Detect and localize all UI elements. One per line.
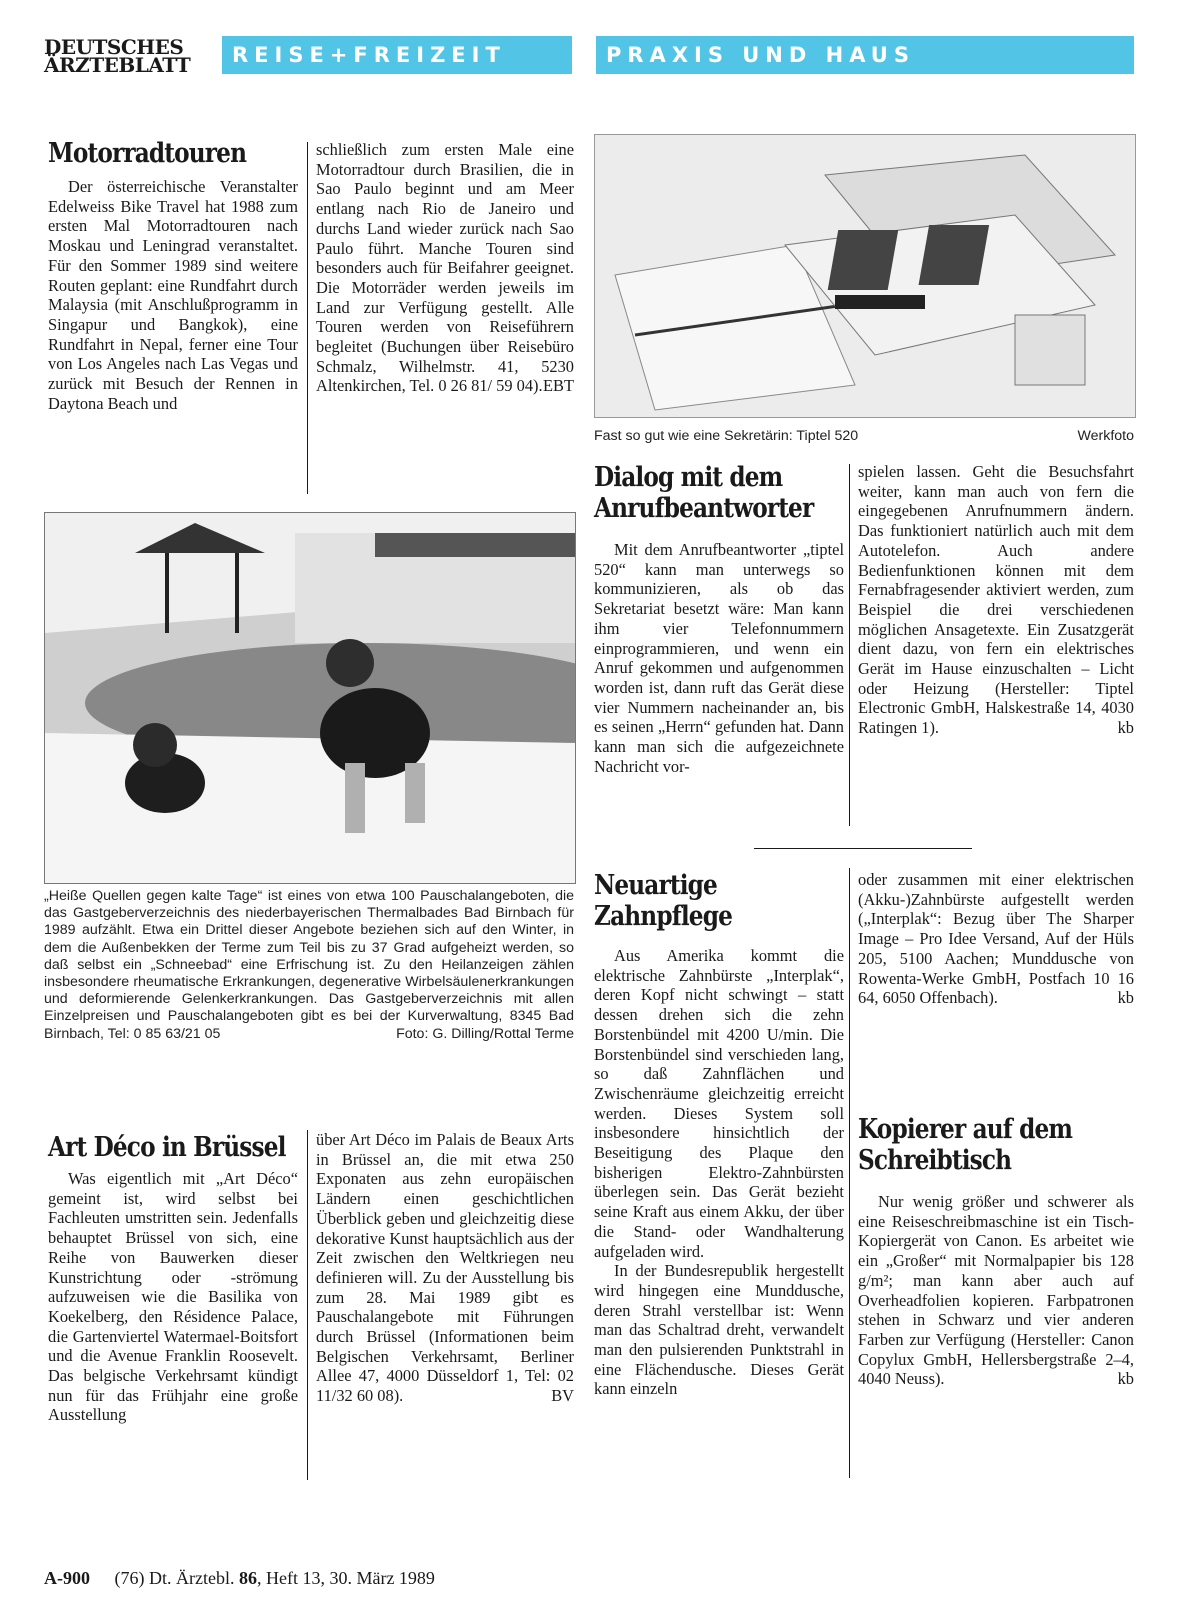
artdeco-col2: [316, 1130, 574, 1406]
footer-volume: 86: [238, 1568, 257, 1588]
zahnpflege-col2: [858, 870, 1134, 1008]
column-rule: [307, 1130, 308, 1480]
zahnpflege-sign: kb: [1117, 988, 1134, 1008]
footer-citation-pre: (76) Dt. Ärztebl.: [114, 1568, 235, 1588]
column-rule: [849, 868, 850, 1478]
motorrad-col1-text: Der österreichische Veranstalter Edelweiss Bike Travel hat 1988 zum ersten Mal Motorradtouren nach Moskau und Leningrad veranstaltet. Für den Sommer 1989 sind weitere Routen geplant: eine Rundfahrt durch Malaysia (mit Anschlußprogramm in Singapur und Bangkok), eine Rundfahrt in Nepal, ferner eine Tour von Los Angeles nach Las Vegas und zurück mit Besuch der Rennen in Daytona Beach und: [48, 177, 298, 413]
section-band-left: REISE+FREIZEIT: [222, 36, 572, 74]
headline-kopierer-line2: Schreibtisch: [858, 1145, 1012, 1176]
motorrad-col1: [48, 177, 298, 413]
headline-dialog-line1: Dialog mit dem: [594, 462, 783, 493]
caption-thermal-pool-text: „Heiße Quellen gegen kalte Tage“ ist eines von etwa 100 Pauschalangeboten, die das Gastgeberverzeichnis des niederbayerischen Thermalbades Bad Birnbach für 1989 aufzählt. Etwa ein Drittel dieser Angebote beziehen sich auf den Winter, in dem die Außenbekken der Terme zum Teil bis zu 37 Grad aufgeheizt werden, so daß selbst ein „Schneebad“ eine Erfrischung ist. Zu den Heilanzeigen zählen insbesondere rheumatische Erkrankungen, degenerative Wirbelsäulenerkrankungen und deformierende Gelenkerkrankungen. Das Gastgeberverzeichnis mit allen Einzelpreisen und Pauschalangeboten gibt es bei der Kurverwaltung, 8345 Bad Birnbach, Tel: 0 85 63/21 05: [44, 888, 574, 1042]
footer-citation-post: , Heft 13, 30. März 1989: [256, 1568, 435, 1588]
caption-answering-machine: Fast so gut wie eine Sekretärin: Tiptel 520: [594, 428, 859, 444]
photo-thermal-pool: [44, 512, 576, 884]
credit-answering-machine: Werkfoto: [1077, 428, 1134, 444]
dialog-col2: [858, 462, 1134, 738]
zahnpflege-col2-text: oder zusammen mit einer elektrischen (Akku-)Zahnbürste aufgestellt werden („Interplak“: Bezug über The Sharper Image – Pro Idee Versand, Auf der Hüls 205, 5100 Aachen; Munddusche von Rowenta-Werke GmbH, Postfach 10 16 64, 6050 Offenbach).: [858, 870, 1134, 1008]
motorrad-sign: EBT: [543, 376, 574, 396]
credit-thermal-pool: Foto: G. Dilling/Rottal Terme: [396, 1025, 574, 1042]
headline-artdeco: Art Déco in Brüssel: [48, 1132, 286, 1163]
kopierer-col: [858, 1192, 1134, 1389]
article-zahnpflege: [594, 870, 844, 1399]
zahnpflege-p1: Aus Amerika kommt die elektrische Zahnbürste „Interplak“, deren Kopf nicht schwingt – statt dessen drehen sich die zehn Borstenbündel mit 4200 U/min. Die Borstenbündel sind verschieden lang, so daß Zahnflächen und Zwischenräume gleichzeitig erreicht werden. Dieses System soll insbesondere hinsichtlich der Beseitigung des Plaque den bisherigen Elektro-Zahnbürsten überlegen sein. Das Gerät bezieht seine Kraft aus einem Akku, der über die Stand- oder Wandhalterung aufgeladen wird.: [594, 946, 844, 1261]
dialog-col1-text: Mit dem Anrufbeantworter „tiptel 520“ kann man unterwegs so kommunizieren, als ob das Sekretariat besetzt wäre: Man kann ihm vier Telefonnummern einprogrammieren, und wenn ein Anruf gekommen und aufgenommen worden ist, dann ruft das Gerät diese vier Nummern nacheinander an, bis es seinen „Herrn“ gefunden hat. Dann kann man sich die aufgezeichnete Nachricht vor-: [594, 540, 844, 776]
masthead-line2: ÄRZTEBLATT: [44, 53, 191, 77]
motorrad-col2-text: schließlich zum ersten Male eine Motorradtour durch Brasilien, die in Sao Paulo beginnt und am Meer entlang nach Rio de Janeiro und durchs Land wieder zurück nach Sao Paulo führt. Manche Touren sind besonders auch für Beifahrer geeignet. Die Motorräder werden jeweils im Land zur Verfügung gestellt. Alle Touren werden von Reiseführern begleitet (Buchungen über Reisebüro Schmalz, Wilhelmstr. 41, 5230 Altenkirchen, Tel. 0 26 81/ 59 04).: [316, 140, 574, 396]
headline-zahnpflege-line1: Neuartige: [594, 870, 717, 901]
masthead-line1: DEUTSCHES: [44, 35, 184, 59]
headline-kopierer-line1: Kopierer auf dem: [858, 1114, 1073, 1145]
section-divider: [754, 848, 972, 849]
page-footer: [44, 1568, 435, 1589]
artdeco-col1: [48, 1169, 298, 1425]
zahnpflege-p2: In der Bundesrepublik hergestellt wird hingegen eine Munddusche, deren Strahl verstellbar ist: Wenn man das Schaltrad dreht, verwandelt man den pulsierenden Punktstrahl in eine Flächendusche. Dieses Gerät kann einzeln: [594, 1261, 844, 1399]
photo-answering-machine: [594, 134, 1136, 418]
dialog-col2-text: spielen lassen. Geht die Besuchsfahrt weiter, kann man auch von fern die eingegebenen Anrufnummern ändern. Das funktioniert natürlich auch mit dem Autotelefon. Auch andere Bedienfunktionen können mit dem Fernabfragesender aktiviert werden, zum Beispiel die drei verschiedenen möglichen Ansagetexte. Ein Zusatzgerät dient dazu, von fern ein elektrisches Gerät im Hause einzuschalten – Licht oder Heizung (Hersteller: Tiptel Electronic GmbH, Halskestraße 14, 4030 Ratingen 1).: [858, 462, 1134, 738]
article-artdeco: [48, 1132, 298, 1425]
caption-thermal-pool: [44, 888, 574, 1043]
headline-dialog-line2: Anrufbeantworter: [594, 493, 814, 524]
dialog-col1: [594, 540, 844, 776]
headline-zahnpflege-line2: Zahnpflege: [594, 901, 732, 932]
dialog-sign: kb: [1117, 718, 1134, 738]
kopierer-text: Nur wenig größer und schwerer als eine Reiseschreibmaschine ist ein Tisch-Kopiergerät von Canon. Es arbeitet wie ein „Großer“ mit Normalpapier bis 128 g/m²; man kann aber auch auf Overheadfolien kopieren. Farbpatronen stehen in Schwarz und vier anderen Farben zur Verfügung (Hersteller: Canon Copylux GmbH, Hellersbergstraße 2–4, 4040 Neuss).: [858, 1192, 1134, 1389]
section-band-right: PRAXIS UND HAUS: [596, 36, 1134, 74]
article-motorrad: [48, 138, 298, 413]
kopierer-sign: kb: [1117, 1369, 1134, 1389]
motorrad-col2: [316, 140, 574, 396]
artdeco-col1-text: Was eigentlich mit „Art Déco“ gemeint ist, wird selbst bei Fachleuten umstritten sein. Jedenfalls behauptet Brüssel von sich, eine Reihe von Bauwerken dieser Kunstrichtung oder -strömung aufzuweisen wie die Basilika von Koekelberg, den Résidence Palace, die Gartenviertel Watermael-Boitsfort und die Avenue Franklin Roosevelt. Das belgische Verkehrsamt kündigt nun für das Frühjahr eine große Ausstellung: [48, 1169, 298, 1425]
pool-illustration: [45, 513, 575, 883]
artdeco-col2-text: über Art Déco im Palais de Beaux Arts in Brüssel an, die mit etwa 250 Exponaten aus zehn europäischen Ländern einen geschichtlichen Überblick geben und gleichzeitig diese dekorative Kunst hauptsächlich aus der Zeit zwischen den Weltkriegen neu definieren will. Zu der Ausstellung bis zum 28. Mai 1989 gibt es Pauschalangebote mit Führungen durch Brüssel (Informationen beim Belgischen Verkehrsamt, Berliner Allee 47, 4000 Düsseldorf 1, Tel: 02 11/32 60 08).: [316, 1130, 574, 1406]
headline-motorrad: Motorradtouren: [48, 138, 247, 169]
footer-page-number: A-900: [44, 1568, 90, 1588]
column-rule: [849, 464, 850, 826]
answering-machine-illustration: [595, 135, 1135, 417]
artdeco-sign: BV: [551, 1386, 574, 1406]
column-rule: [307, 142, 308, 494]
zahnpflege-col1: [594, 946, 844, 1399]
article-dialog: [594, 462, 844, 776]
masthead-logo: [44, 35, 214, 77]
article-kopierer: [858, 1114, 1134, 1389]
